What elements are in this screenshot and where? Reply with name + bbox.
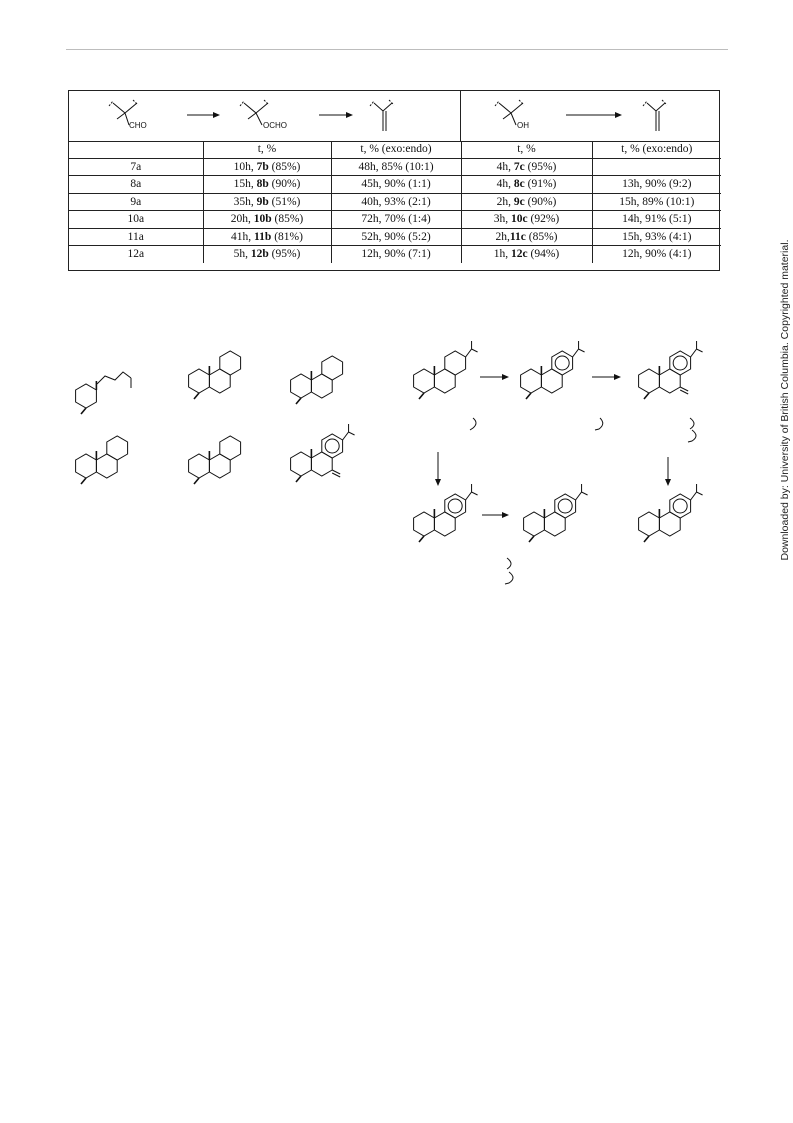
alcohol-elimination-cell: 15h, 93% (4:1) — [592, 228, 721, 246]
alcohol-result-cell: 3h, 10c (92%) — [461, 211, 592, 229]
molecule-structure — [70, 350, 160, 425]
molecule-structure — [633, 335, 723, 410]
molecule-structure — [408, 478, 498, 553]
alcohol-elimination-cell: 12h, 90% (4:1) — [592, 246, 721, 263]
ocho-label: OCHO — [263, 121, 287, 130]
alcohol-elimination-cell: 13h, 90% (9:2) — [592, 176, 721, 194]
substrate-label: 12a — [69, 246, 203, 263]
formate-result-cell: 20h, 10b (85%) — [203, 211, 331, 229]
table-row — [69, 158, 721, 176]
molecule-structure — [408, 335, 498, 410]
molecule-structure — [70, 420, 160, 495]
table-header-row — [69, 141, 721, 158]
alcohol-elimination-cell: 14h, 91% (5:1) — [592, 211, 721, 229]
alcohol-result-cell: 2h, 9c (90%) — [461, 193, 592, 211]
formate-result-cell: 15h, 8b (90%) — [203, 176, 331, 194]
curved-arrow — [595, 418, 603, 430]
alcohol-result-cell: 2h,11c (85%) — [461, 228, 592, 246]
formate-result-cell: 10h, 7b (85%) — [203, 158, 331, 176]
table-row — [69, 246, 721, 263]
column-header: t, % (exo:endo) — [592, 141, 721, 158]
column-header: t, % (exo:endo) — [331, 141, 461, 158]
formate-result-cell: 35h, 9b (51%) — [203, 193, 331, 211]
formate-elimination-cell: 52h, 90% (5:2) — [331, 228, 461, 246]
curved-arrow — [505, 558, 513, 584]
cho-label: CHO — [129, 121, 147, 130]
alcohol-result-cell: 1h, 12c (94%) — [461, 246, 592, 263]
table-row — [69, 211, 721, 229]
molecule-structure — [633, 478, 723, 553]
substrate-label: 8a — [69, 176, 203, 194]
formate-elimination-cell: 72h, 70% (1:4) — [331, 211, 461, 229]
header-rule — [66, 49, 728, 50]
copyright-watermark: Downloaded by: University of British Columbia. Copyrighted material. — [779, 239, 791, 561]
curved-arrow — [688, 418, 696, 442]
curved-arrow — [470, 418, 476, 430]
formate-elimination-cell: 12h, 90% (7:1) — [331, 246, 461, 263]
column-header: t, % — [461, 141, 592, 158]
oh-label: OH — [517, 121, 529, 130]
table-row — [69, 193, 721, 211]
molecule-structure — [515, 335, 605, 410]
molecule-structure — [183, 420, 273, 495]
substrate-label: 9a — [69, 193, 203, 211]
yield-data-table — [69, 141, 721, 263]
formate-result-cell: 41h, 11b (81%) — [203, 228, 331, 246]
substrate-label: 7a — [69, 158, 203, 176]
reaction-scheme-row — [69, 91, 719, 142]
alcohol-elimination-cell — [592, 158, 721, 176]
molecule-structure — [183, 335, 273, 410]
molecule-structure — [285, 418, 375, 493]
table-row — [69, 176, 721, 194]
substrate-label: 10a — [69, 211, 203, 229]
formate-elimination-cell: 48h, 85% (10:1) — [331, 158, 461, 176]
reaction-scheme — [69, 91, 721, 141]
molecule-structure — [518, 478, 608, 553]
molecule-structure — [285, 340, 375, 415]
column-header: t, % — [203, 141, 331, 158]
alcohol-result-cell: 4h, 8c (91%) — [461, 176, 592, 194]
alcohol-elimination-cell: 15h, 89% (10:1) — [592, 193, 721, 211]
alkene-fragment-1 — [370, 100, 394, 131]
formate-elimination-cell: 40h, 93% (2:1) — [331, 193, 461, 211]
formate-elimination-cell: 45h, 90% (1:1) — [331, 176, 461, 194]
scheme-divider — [460, 91, 461, 141]
table-row — [69, 228, 721, 246]
substrate-label: 11a — [69, 228, 203, 246]
alcohol-result-cell: 4h, 7c (95%) — [461, 158, 592, 176]
formate-result-cell: 5h, 12b (95%) — [203, 246, 331, 263]
alkene-fragment-2 — [643, 100, 667, 131]
column-header — [69, 141, 203, 158]
reaction-table — [68, 90, 720, 271]
